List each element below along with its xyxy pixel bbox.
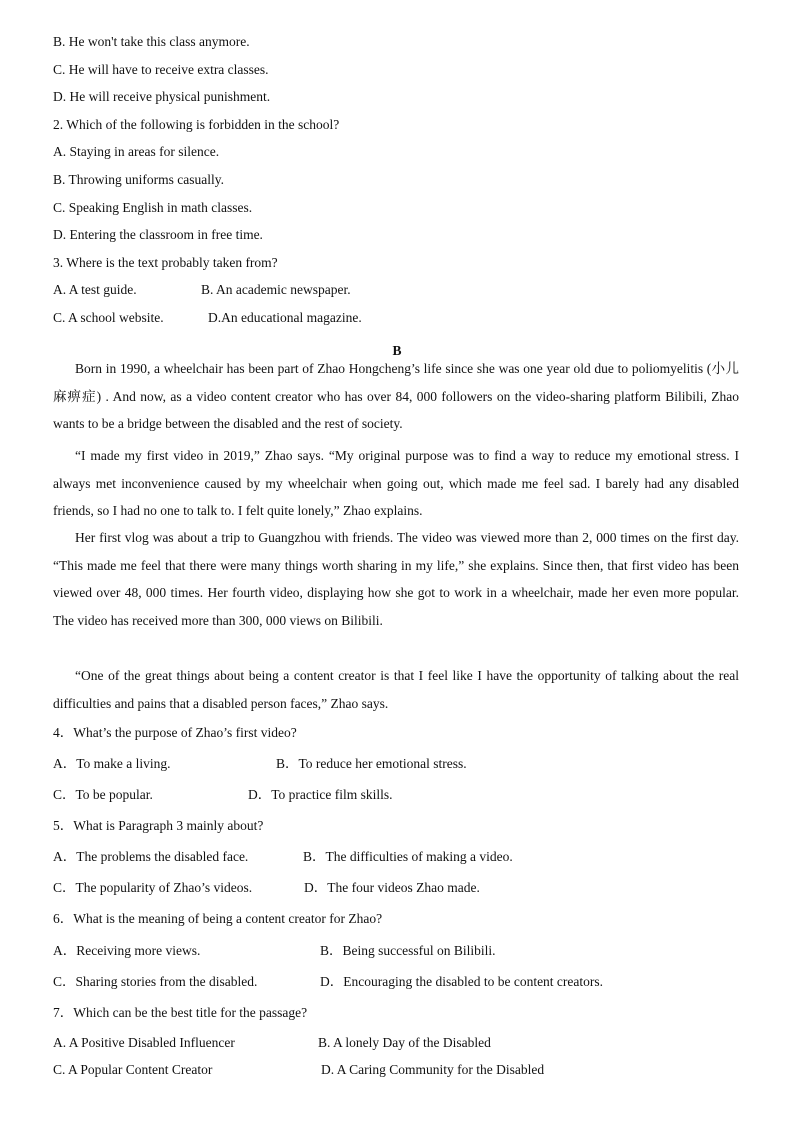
q7-option-c: C. A Popular Content Creator [53,1062,213,1077]
q4-option-c: C．To be popular. [53,787,153,802]
passage-paragraph-2: “I made my first video in 2019,” Zhao says. “My original purpose was to find a way to reduce my emotional stress. I always met inconvenience caused by my wheelchair when going out, which made me feel sad. I barely had any disabled friends, so I had no one to talk to. I felt quite lonely,” Zhao explains. [53,448,739,518]
q6-option-c: C．Sharing stories from the disabled. [53,974,258,989]
q7-question: 7．Which can be the best title for the passage? [53,1005,308,1020]
q1-option-c: C. He will have to receive extra classes. [53,62,269,77]
q5-option-b: B．The difficulties of making a video. [303,849,513,864]
passage-paragraph-1: Born in 1990, a wheelchair has been part of Zhao Hongcheng’s life since she was one year old due to poliomyelitis (小儿麻痹症) . And now, as a video content creator who has over 84, 000 followers on the video-sharing platform Bilibili, Zhao wants to be a bridge between the disabled and the rest of society. [53,361,739,431]
q7-option-b: B. A lonely Day of the Disabled [318,1035,491,1050]
q4-option-d: D．To practice film skills. [248,787,393,802]
q4-question: 4．What’s the purpose of Zhao’s first video? [53,725,297,740]
q3-option-d: D.An educational magazine. [208,310,362,325]
q5-option-d: D．The four videos Zhao made. [304,880,480,895]
q4-option-b: B．To reduce her emotional stress. [276,756,467,771]
q6-option-b: B．Being successful on Bilibili. [320,943,496,958]
passage-paragraph-4: “One of the great things about being a content creator is that I feel like I have the opportunity of talking about the real difficulties and pains that a disabled person faces,” Zhao says. [53,668,739,711]
q3-question: 3. Where is the text probably taken from? [53,255,278,270]
q2-question: 2. Which of the following is forbidden in the school? [53,117,340,132]
q7-option-a: A. A Positive Disabled Influencer [53,1035,235,1050]
q6-option-d: D．Encouraging the disabled to be content creators. [320,974,604,989]
q2-option-d: D. Entering the classroom in free time. [53,227,263,242]
q3-option-a: A. A test guide. [53,282,137,297]
section-b-heading: B [392,343,402,358]
q7-option-d: D. A Caring Community for the Disabled [321,1062,545,1077]
q1-option-d: D. He will receive physical punishment. [53,89,271,104]
q2-option-b: B. Throwing uniforms casually. [53,172,224,187]
q3-option-c: C. A school website. [53,310,164,325]
q6-option-a: A．Receiving more views. [53,943,201,958]
q5-option-c: C．The popularity of Zhao’s videos. [53,880,253,895]
q3-option-b: B. An academic newspaper. [201,282,351,297]
q6-question: 6．What is the meaning of being a content creator for Zhao? [53,911,383,926]
passage-paragraph-3: Her first vlog was about a trip to Guangzhou with friends. The video was viewed more than 2, 000 times on the first day. “This made me feel that there were many things worth sharing in my life,” she explains. Since then, that first video has been viewed over 48, 000 times. Her fourth video, displaying how she got to work in a wheelchair, made her even more popular. The video has received more than 300, 000 views on Bilibili. [53,530,739,628]
q5-question: 5．What is Paragraph 3 mainly about? [53,818,264,833]
q5-option-a: A．The problems the disabled face. [53,849,249,864]
q1-option-b: B. He won't take this class anymore. [53,34,250,49]
q2-option-a: A. Staying in areas for silence. [53,144,220,159]
q4-option-a: A．To make a living. [53,756,171,771]
q2-option-c: C. Speaking English in math classes. [53,200,253,215]
